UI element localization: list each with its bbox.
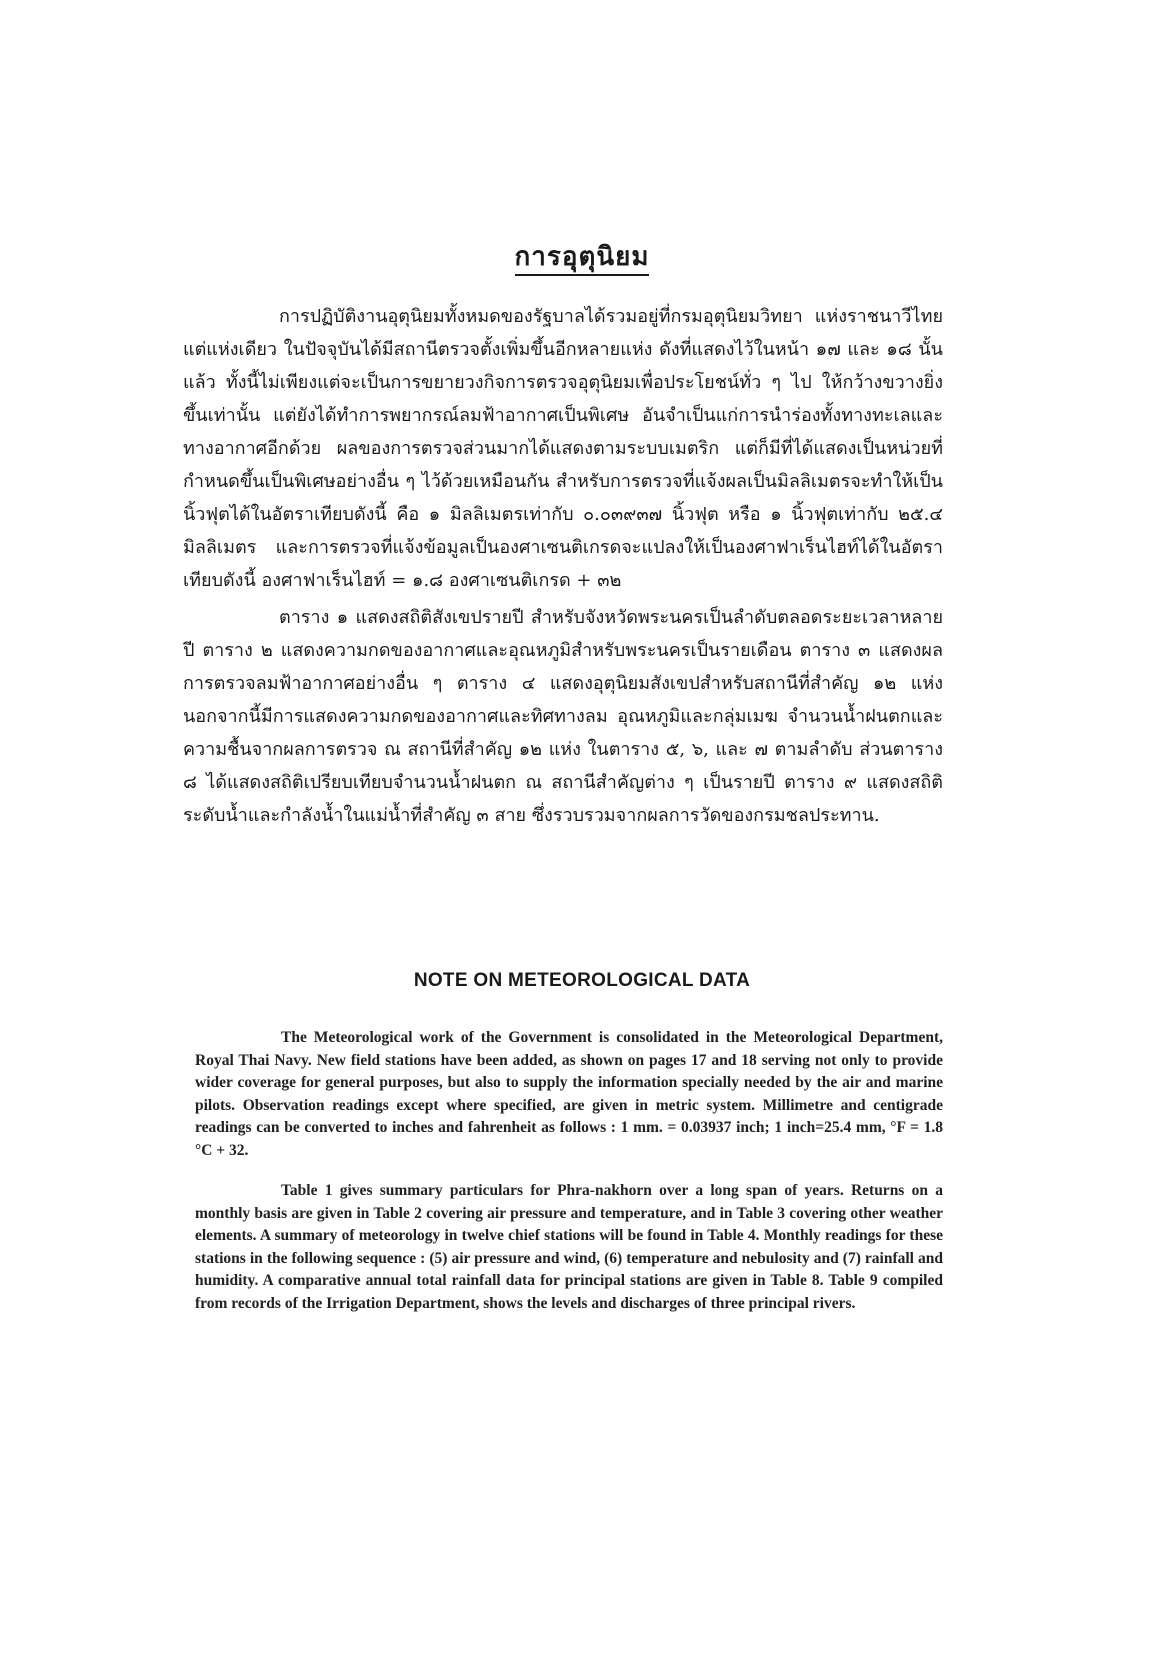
english-paragraph-2: Table 1 gives summary particulars for Phra-nakhorn over a long span of years. Returns on a monthly basis are given in Table 2 covering air pressure and temperature, and in Table 3 covering other weather elements. A summary of meteorology in twelve chief stations will be found in Table 4. Monthly readings for these stations in the following sequence : (5) air pressure and wind, (6) temperature and nebulosity and (7) rainfall and humidity. A comparative annual total rainfall data for principal stations are given in Table 8. Table 9 compiled from records of the Irrigation Department, shows the levels and discharges of three principal rivers. [195,1182,943,1312]
thai-body [183,300,943,836]
thai-paragraph-1: การปฏิบัติงานอุตุนิยมทั้งหมดของรัฐบาลได้รวมอยู่ที่กรมอุตุนิยมวิทยา แห่งราชนาวีไทยแต่แห่งเดียว ในปัจจุบันได้มีสถานีตรวจตั้งเพิ่มขึ้นอีกหลายแห่ง ดังที่แสดงไว้ในหน้า ๑๗ และ ๑๘ นั้นแล้ว ทั้งนี้ไม่เพียงแต่จะเป็นการขยายวงกิจการตรวจอุตุนิยมเพื่อประโยชน์ทั่ว ๆ ไป ให้กว้างขวางยิ่งขึ้นเท่านั้น แต่ยังได้ทำการพยากรณ์ลมฟ้าอากาศเป็นพิเศษ อันจำเป็นแก่การนำร่องทั้งทางทะเลและทางอากาศอีกด้วย ผลของการตรวจส่วนมากได้แสดงตามระบบเมตริก แต่ก็มีที่ได้แสดงเป็นหน่วยที่กำหนดขึ้นเป็นพิเศษอย่างอื่น ๆ ไว้ด้วยเหมือนกัน สำหรับการตรวจที่แจ้งผลเป็นมิลลิเมตรจะทำให้เป็นนิ้วฟุตได้ในอัตราเทียบดังนี้ คือ ๑ มิลลิเมตรเท่ากับ ๐.๐๓๙๓๗ นิ้วฟุต หรือ ๑ นิ้วฟุตเท่ากับ ๒๕.๔ มิลลิเมตร และการตรวจที่แจ้งข้อมูลเป็นองศาเซนติเกรดจะแปลงให้เป็นองศาฟาเร็นไฮท์ได้ในอัตราเทียบดังนี้ องศาฟาเร็นไฮท์ = ๑.๘ องศาเซนติเกรด + ๓๒ [183,306,943,591]
english-body [195,1027,943,1333]
thai-paragraph-2: ตาราง ๑ แสดงสถิติสังเขปรายปี สำหรับจังหวัดพระนครเป็นลำดับตลอดระยะเวลาหลายปี ตาราง ๒ แสดงความกดของอากาศและอุณหภูมิสำหรับพระนครเป็นรายเดือน ตาราง ๓ แสดงผลการตรวจลมฟ้าอากาศอย่างอื่น ๆ ตาราง ๔ แสดงอุตุนิยมสังเขปสำหรับสถานีที่สำคัญ ๑๒ แห่ง นอกจากนี้มีการแสดงความกดของอากาศและทิศทางลม อุณหภูมิและกลุ่มเมฆ จำนวนน้ำฝนตกและความชื้นจากผลการตรวจ ณ สถานีที่สำคัญ ๑๒ แห่ง ในตาราง ๕, ๖, และ ๗ ตามลำดับ ส่วนตาราง ๘ ได้แสดงสถิติเปรียบเทียบจำนวนน้ำฝนตก ณ สถานีสำคัญต่าง ๆ เป็นรายปี ตาราง ๙ แสดงสถิติระดับน้ำและกำลังน้ำในแม่น้ำที่สำคัญ ๓ สาย ซึ่งรวบรวมจากผลการวัดของกรมชลประทาน. [183,607,943,826]
english-paragraph-1: The Meteorological work of the Government is consolidated in the Meteorological Department, Royal Thai Navy. New field stations have been added, as shown on pages 17 and 18 serving not only to provide wider coverage for general purposes, but also to supply the information specially needed by the air and marine pilots. Observation readings except where specified, are given in metric system. Millimetre and centigrade readings can be converted to inches and fahrenheit as follows : 1 mm. = 0.03937 inch; 1 inch=25.4 mm, °F = 1.8 °C + 32. [195,1029,943,1159]
thai-heading-text: การอุตุนิยม [515,242,650,276]
english-heading: NOTE ON METEOROLOGICAL DATA [413,970,751,991]
thai-heading [0,236,1164,277]
